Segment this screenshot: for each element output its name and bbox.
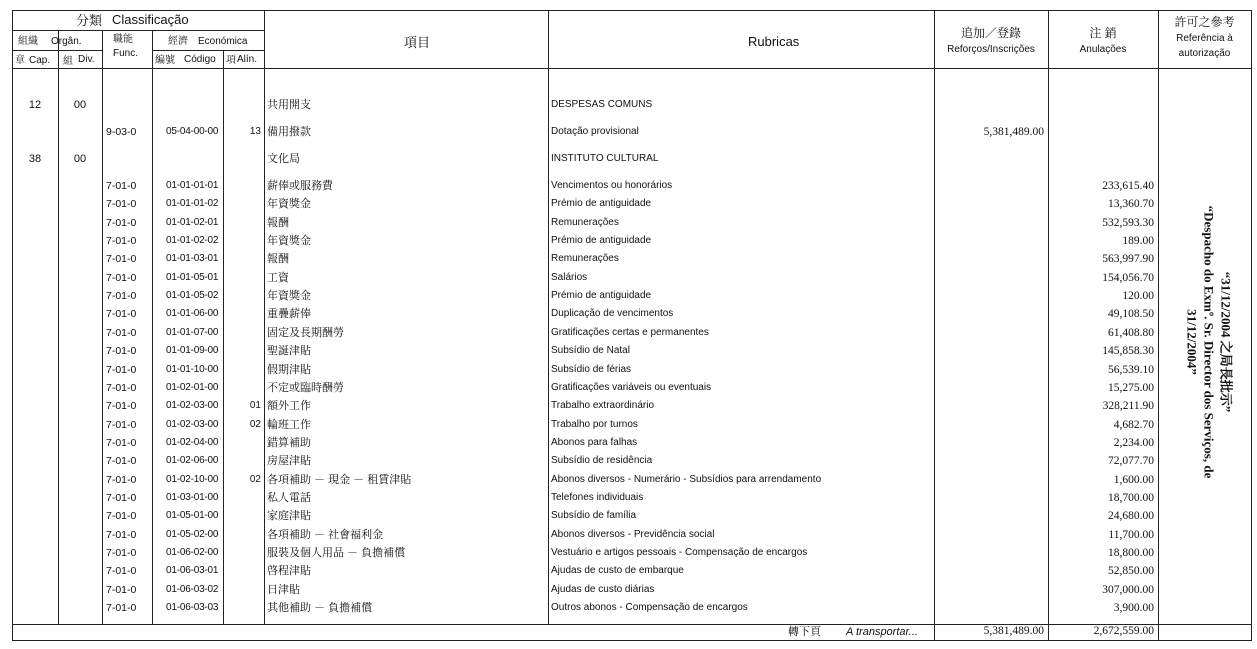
cell-div: 00 <box>73 99 87 111</box>
cell-func: 7-01-0 <box>106 290 137 303</box>
cell-item: 文化局 <box>267 153 300 165</box>
cell-alin: 01 <box>249 400 261 412</box>
cell-item: 工資 <box>267 271 289 284</box>
cell-anulacao: 4,682.70 <box>1113 418 1154 431</box>
grid-line <box>12 30 264 31</box>
grid-line <box>12 640 1252 641</box>
cell-code: 01-01-02-01 <box>166 216 219 228</box>
cell-item: 重疊薪俸 <box>267 308 311 321</box>
cell-item: 報酬 <box>267 253 289 266</box>
grid-line <box>12 50 102 51</box>
reference-line-3: 31/12/2004” <box>1184 309 1200 375</box>
header-ref-zh: 許可之參考 <box>1174 15 1235 29</box>
grid-line <box>12 68 1252 69</box>
cell-anulacao: 328,211.90 <box>1102 400 1154 413</box>
cell-code: 01-01-07-00 <box>166 326 219 338</box>
cell-item: 薪俸或服務費 <box>267 180 333 192</box>
header-annul-zh: 注 銷 <box>1089 26 1117 40</box>
grid-line <box>12 624 1252 625</box>
cell-func: 7-01-0 <box>106 602 137 615</box>
cell-func: 9-03-0 <box>106 126 137 138</box>
cell-rubrica: Abonos diversos - Previdência social <box>551 528 715 540</box>
cell-item: 各項補助 － 現金 － 租賃津貼 <box>267 473 412 486</box>
cell-code: 01-01-03-01 <box>166 253 219 265</box>
cell-code: 01-02-01-00 <box>166 381 219 393</box>
cell-rubrica: Subsídio de residência <box>551 455 653 467</box>
cell-code: 01-01-05-02 <box>166 290 219 302</box>
cell-func: 7-01-0 <box>106 528 137 541</box>
cell-anulacao: 18,700.00 <box>1108 491 1154 504</box>
cell-func: 7-01-0 <box>106 180 137 192</box>
cell-item: 家庭津貼 <box>267 510 311 523</box>
cell-item: 不定或臨時酬勞 <box>267 381 344 394</box>
header-rubricas: Rubricas <box>748 34 800 49</box>
cell-rubrica: Duplicação de vencimentos <box>551 308 674 320</box>
header-func-zh: 職能 <box>113 34 133 45</box>
footer-transport-zh: 轉下頁 <box>788 626 821 638</box>
header-cap-pt: Cap. <box>29 55 51 66</box>
cell-item: 輪班工作 <box>267 418 311 431</box>
cell-anulacao: 18,800.00 <box>1108 547 1154 559</box>
cell-item: 年資獎金 <box>267 198 311 211</box>
cell-rubrica: Outros abonos - Compensação de encargos <box>551 602 748 614</box>
cell-anulacao: 307,000.00 <box>1102 583 1154 596</box>
header-ref-pt1: Referência à <box>1176 33 1233 44</box>
cell-rubrica: Trabalho extraordinário <box>551 400 655 412</box>
cell-anulacao: 11,700.00 <box>1108 528 1154 541</box>
cell-func: 7-01-0 <box>106 253 137 266</box>
cell-code: 01-01-05-01 <box>166 271 219 283</box>
header-div-zh: 組 <box>63 56 73 67</box>
grid-line <box>102 30 103 624</box>
cell-rubrica: Gratificações variáveis ou eventuais <box>551 381 712 393</box>
cell-rubrica: Remunerações <box>551 216 619 228</box>
header-ref-pt2: autorização <box>1178 48 1231 59</box>
cell-func: 7-01-0 <box>106 455 137 468</box>
cell-anulacao: 233,615.40 <box>1102 180 1154 192</box>
cell-item: 報酬 <box>267 216 289 229</box>
cell-code: 01-05-02-00 <box>166 528 219 540</box>
cell-anulacao: 120.00 <box>1122 290 1154 303</box>
grid-line <box>1158 10 1159 640</box>
cell-func: 7-01-0 <box>106 216 137 229</box>
cell-rubrica: Prémio de antiguidade <box>551 235 652 247</box>
cell-rubrica: Dotação provisional <box>551 126 639 137</box>
cell-code: 01-03-01-00 <box>166 491 219 503</box>
cell-item: 錯算補助 <box>267 436 311 449</box>
cell-item: 各項補助 － 社會福利金 <box>267 528 384 541</box>
header-cap-zh: 章 <box>15 55 25 66</box>
footer-transport-pt: A transportar... <box>846 626 918 638</box>
grid-line <box>1048 10 1049 640</box>
cell-item: 房屋津貼 <box>267 455 311 468</box>
cell-item: 共用開支 <box>267 99 311 111</box>
reference-line-2: “Despacho do Exmº. Sr. Director dos Serviços, de <box>1201 205 1217 479</box>
header-econ-pt: Económica <box>198 36 248 47</box>
header-econ-zh: 經濟 <box>168 36 188 47</box>
cell-code: 01-06-03-02 <box>166 583 219 595</box>
cell-item: 日津貼 <box>267 583 300 596</box>
cell-code: 01-01-01-01 <box>166 180 219 191</box>
cell-rubrica: Prémio de antiguidade <box>551 290 652 302</box>
cell-rubrica: Subsídio de férias <box>551 363 632 375</box>
cell-rubrica: Gratificações certas e permanentes <box>551 326 709 338</box>
grid-line <box>152 30 153 624</box>
header-classif-pt: Classificação <box>112 12 189 27</box>
cell-func: 7-01-0 <box>106 345 137 358</box>
cell-anulacao: 24,680.00 <box>1108 510 1154 523</box>
cell-code: 01-02-06-00 <box>166 455 219 467</box>
cell-item: 其他補助 － 負擔補償 <box>267 602 373 615</box>
header-code-zh: 編號 <box>155 55 175 66</box>
cell-rubrica: Prémio de antiguidade <box>551 198 652 210</box>
cell-func: 7-01-0 <box>106 308 137 321</box>
cell-code: 01-05-01-00 <box>166 510 219 522</box>
cell-item: 備用撥款 <box>267 126 311 138</box>
cell-anulacao: 154,056.70 <box>1102 271 1154 284</box>
cell-func: 7-01-0 <box>106 326 137 339</box>
cell-rubrica: Subsídio de Natal <box>551 345 630 357</box>
cell-func: 7-01-0 <box>106 198 137 211</box>
grid-line <box>548 10 549 624</box>
grid-line <box>152 50 264 51</box>
cell-item: 固定及長期酬勞 <box>267 326 344 339</box>
cell-rubrica: Trabalho por turnos <box>551 418 638 430</box>
cell-func: 7-01-0 <box>106 363 137 376</box>
cell-anulacao: 2,234.00 <box>1113 436 1154 449</box>
cell-rubrica: Remunerações <box>551 253 619 265</box>
cell-alin: 02 <box>249 473 261 485</box>
cell-anulacao: 72,077.70 <box>1108 455 1154 468</box>
cell-func: 7-01-0 <box>106 418 137 431</box>
header-item-zh: 項目 <box>404 35 431 50</box>
header-reinforce-pt: Reforços/Inscrições <box>947 44 1035 55</box>
cell-func: 7-01-0 <box>106 381 137 394</box>
cell-code: 01-01-02-02 <box>166 235 219 247</box>
cell-rubrica: INSTITUTO CULTURAL <box>551 153 659 164</box>
cell-anulacao: 563,997.90 <box>1102 253 1154 266</box>
header-func-pt: Func. <box>113 48 139 59</box>
cell-code: 01-02-03-00 <box>166 418 219 430</box>
footer-total-anulacao: 2,672,559.00 <box>1093 625 1154 637</box>
cell-func: 7-01-0 <box>106 491 137 504</box>
cell-cap: 38 <box>28 153 42 165</box>
cell-func: 7-01-0 <box>106 510 137 523</box>
cell-item: 服裝及個人用品 － 負擔補償 <box>267 547 406 559</box>
cell-code: 01-01-10-00 <box>166 363 219 375</box>
cell-code: 01-06-03-03 <box>166 602 219 614</box>
header-organic-pt: Orgân. <box>51 36 82 47</box>
cell-func: 7-01-0 <box>106 473 137 486</box>
cell-item: 年資獎金 <box>267 290 311 303</box>
cell-anulacao: 3,900.00 <box>1113 602 1154 615</box>
cell-anulacao: 52,850.00 <box>1108 565 1154 578</box>
cell-anulacao: 532,593.30 <box>1102 216 1154 229</box>
header-alin-pt: Alín. <box>237 54 258 65</box>
cell-rubrica: Subsídio de família <box>551 510 637 522</box>
cell-item: 額外工作 <box>267 400 311 413</box>
cell-anulacao: 145,858.30 <box>1102 345 1154 358</box>
cell-div: 00 <box>73 153 87 165</box>
cell-rubrica: Salários <box>551 271 588 283</box>
header-alin-zh: 項 <box>226 55 236 66</box>
cell-item: 啓程津貼 <box>267 565 311 578</box>
cell-item: 聖誕津貼 <box>267 345 311 358</box>
cell-anulacao: 189.00 <box>1122 235 1154 248</box>
header-reinforce-zh: 追加／登錄 <box>960 26 1021 40</box>
header-div-pt: Div. <box>78 54 95 65</box>
cell-alin: 13 <box>249 126 261 137</box>
cell-func: 7-01-0 <box>106 400 137 413</box>
cell-rubrica: Telefones individuais <box>551 491 644 503</box>
authorization-reference <box>1163 182 1255 502</box>
cell-func: 7-01-0 <box>106 271 137 284</box>
header-organic-zh: 組織 <box>18 36 38 47</box>
cell-code: 01-06-03-01 <box>166 565 219 577</box>
cell-anulacao: 15,275.00 <box>1108 381 1154 394</box>
cell-func: 7-01-0 <box>106 583 137 596</box>
grid-line <box>264 10 265 624</box>
cell-item: 私人電話 <box>267 491 311 504</box>
cell-alin: 02 <box>249 418 261 430</box>
cell-rubrica: Ajudas de custo de embarque <box>551 565 684 577</box>
cell-func: 7-01-0 <box>106 565 137 578</box>
cell-rubrica: Vestuário e artigos pessoais - Compensação de encargos <box>551 547 808 558</box>
header-annul-pt: Anulações <box>1079 44 1127 55</box>
cell-code: 01-02-04-00 <box>166 436 219 448</box>
cell-rubrica: Abonos para falhas <box>551 436 638 448</box>
cell-code: 01-01-09-00 <box>166 345 219 357</box>
cell-rubrica: Abonos diversos - Numerário - Subsídios para arrendamento <box>551 473 822 485</box>
cell-anulacao: 13,360.70 <box>1108 198 1154 211</box>
cell-func: 7-01-0 <box>106 547 137 559</box>
reference-line-1: “31/12/2004 之局長批示” <box>1218 271 1234 413</box>
footer-total-reforco: 5,381,489.00 <box>983 625 1044 637</box>
cell-func: 7-01-0 <box>106 436 137 449</box>
grid-line <box>934 10 935 640</box>
cell-cap: 12 <box>28 99 42 111</box>
header-code-pt: Código <box>184 54 216 65</box>
cell-code: 01-06-02-00 <box>166 547 219 558</box>
cell-item: 假期津貼 <box>267 363 311 376</box>
header-classif-zh: 分類 <box>76 13 103 28</box>
cell-rubrica: DESPESAS COMUNS <box>551 99 653 110</box>
cell-anulacao: 49,108.50 <box>1108 308 1154 321</box>
cell-code: 01-01-01-02 <box>166 198 219 210</box>
cell-reforco: 5,381,489.00 <box>983 126 1044 138</box>
cell-anulacao: 61,408.80 <box>1108 326 1154 339</box>
grid-line <box>58 30 59 624</box>
cell-rubrica: Ajudas de custo diárias <box>551 583 655 595</box>
cell-code: 01-01-06-00 <box>166 308 219 320</box>
cell-code: 01-02-03-00 <box>166 400 219 412</box>
cell-code: 01-02-10-00 <box>166 473 219 485</box>
cell-anulacao: 56,539.10 <box>1108 363 1154 376</box>
cell-code: 05-04-00-00 <box>166 126 219 137</box>
cell-item: 年資獎金 <box>267 235 311 248</box>
cell-anulacao: 1,600.00 <box>1113 473 1154 486</box>
cell-func: 7-01-0 <box>106 235 137 248</box>
cell-rubrica: Vencimentos ou honorários <box>551 180 673 191</box>
grid-line <box>12 10 1252 11</box>
